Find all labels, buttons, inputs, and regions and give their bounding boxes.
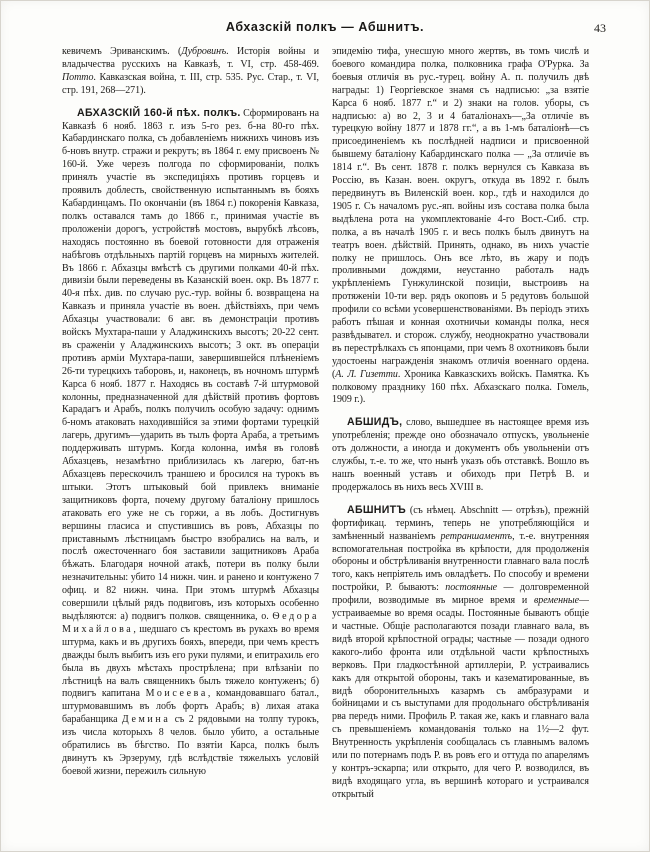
text-run: , командовавшаго батал., штурмовавшимъ въ лобъ фортъ Арабъ; в) лихая атака барабанщика — [62, 688, 319, 726]
page-header — [62, 20, 606, 38]
continuation-paragraph — [332, 46, 589, 407]
text-run: — долговременной профили, возводимые въ мирное время и — [332, 582, 589, 607]
text-run: АБШИДЪ, — [347, 416, 403, 429]
text-run: Сформированъ на Кавказѣ 6 нояб. 1863 г. изъ 5-го рез. б-на 80-го пѣх. Кабардинскаго полка, съ добавленіемъ нижнихъ чиновъ изъ б-новъ внутр. стражи и рекрутъ; въ 1864 г. ему присвоенъ № 160-й. Уже черезъ полгода по сформированіи, полкъ принялъ участіе въ экспедиціяхъ противъ горцевъ и проявилъ доблесть, свойственную испытаннымъ въ бояхъ Кабардинцамъ. По окончаніи (въ 1864 г.) покоренія Кавказа, полкъ оставался тамъ до 1866 г., принимая участіе въ проложеніи дорогъ, устройствѣ мостовъ, вырубкѣ лѣсовъ, находясь постоянно въ боевой готовности для отраженія набѣговъ отдѣльныхъ партій горцевъ на мирныхъ жителей. Въ 1866 г. Абхазцы вмѣстѣ съ другими полками 40-й пѣх. дивизіи были переведены въ Казанскій воен. окр. Въ 1877 г. 40-я пѣх. див. по случаю рус.-тур. войны б. возвращена на Кавказъ и приняла участіе въ воен. дѣйствіяхъ, при чемъ Абхазцы участвовали: 6 авг. въ демонстраціи противъ войскъ Мухтара-паши у Аладжинскихъ высотъ; 20-22 сент. въ сраженіи у Аладжинскихъ высотъ; 3 окт. въ операціи противъ арміи Мухтара-паши, завершившейся плѣненіемъ 26-ти турецкихъ таборовъ, и, наконецъ, въ ночномъ штурмѣ Карса 6 нояб. 1877 г. Находясь въ составѣ 7-й штурмовой колонны, предназначенной для дѣйствій противъ фортовъ Карадагъ и Арабъ, полкъ получилъ особую задачу: однимъ б-номъ атаковать находившійся за этими фортами турецкій лагерь, другимъ—ударить въ тылъ форта Араба, а третьимъ поддерживать штурмъ. Когда колонна, имѣя въ головѣ Абхазцевъ, незамѣтно приблизилась къ лагерю, бат-нъ Абхазцевъ перескочилъ траншею и бросился на турокъ въ штыки. Этотъ штыковый бой привлекъ вниманіе защитниковъ форта, почему другому баталіону пришлось атаковать его уже не съ горжи, а въ лобъ. Достигнувъ вершины гласиса и спустившись въ ровъ, Абхазцы по приставнымъ лѣстницамъ быстро взобрались на валъ, и послѣ ожесточеннаго боя заставили защитниковъ Араба бѣжать. Благодаря ночной атакѣ, потери въ полку были незначительны: убито 14 нижн. чин. и ранено и контужено 7 офиц. и 82 нижн. чина. При этомъ штурмѣ Абхазцы совершили цѣлый рядъ подвиговъ, изъ которыхъ особенно выдѣляются: а) подвигъ полков. священника, о. — [62, 107, 319, 622]
text-run: Потто — [62, 71, 94, 83]
left-column — [62, 46, 319, 808]
text-run: временные — [534, 595, 580, 607]
text-run: . Хроника Кавказскихъ войскъ. Памятка. Къ полковому празднику 160 пѣх. Абхазскаго полка. Гомель, 1909 г.). — [332, 368, 589, 406]
article-paragraph — [332, 416, 589, 494]
text-run: А. Л. Гизетти — [335, 368, 398, 380]
text-run: Демина — [121, 714, 171, 726]
text-run: , шедшаго съ крестомъ въ рукахъ во время штурма, какъ и въ другихъ бояхъ, впереди, при чемъ крестъ дважды былъ выбитъ изъ его руки пулями, и епитрахиль его была въ двухъ мѣстахъ прострѣлена; при влѣзаніи по лѣстницѣ на валъ священникъ былъ тяжело контуженъ; б) подвигъ капитана — [62, 623, 319, 700]
text-run: кевичемъ Эриванскимъ. ( — [62, 46, 182, 57]
right-column — [332, 46, 589, 808]
text-run: эпидемію тифа, унесшую много жертвъ, въ томъ числѣ и боевого командира полка, полковника графа О'Рурка. За боевыя отличія въ рус.-турец. войну А. п. получилъ двѣ награды: 1) Георгіевское знамя съ надписью: „за взятіе Карса 6 нояб. 1877 г.“ и 2) знаки на голов. уборы, съ надписью: а) во 2, 3 и 4 баталіонахъ—„За отличіе въ турецкую войну 1877 и 1878 гг.“, а въ 1-мъ баталіонѣ—съ присоединеніемъ къ послѣдней надписи и присвоенной бывшему баталіону Кабардинскаго полка — „За отличіе въ 1814 г.“. Въ сент. 1878 г. полкъ вернулся съ Кавказа въ Россію, въ Казан. воен. округъ, откуда въ 1892 г. былъ передвинутъ въ Виленскій воен. кор., гдѣ и находился до 1905 г. Съ началомъ рус.-яп. войны изъ состава полка была выдѣлена рота на укомплектованіе 4-го Вост.-Сиб. стр. полка, а въ началѣ 1905 г. и весь полкъ былъ двинутъ на театръ воен. дѣйствій. Принять, однако, въ нихъ участіе полку не пришлось. Онъ все лѣто, въ жару и подъ проливными дождями, неустанно работалъ надъ укрѣпленіемъ Гунжулинской позиціи, выстроивъ на протяженіи 10-ти вер. рядъ окоповъ и 5 редутовъ большой профили со всѣми усовершенствованіями. Въ періодъ этихъ работъ пѣшая и конная охотничьи команды полка, неся развѣдывател. и сторож. службу, неоднократно участвовали въ перестрѣлкахъ съ японцами, при чемъ 8 охотниковъ были удостоены награжденія знакомъ отличія военнаго ордена. ( — [332, 46, 589, 380]
text-run: АБХАЗСКІЙ 160-й пѣх. полкъ. — [77, 106, 241, 119]
text-columns — [62, 46, 589, 808]
text-run: ретраншаментъ — [440, 530, 513, 542]
article-paragraph — [332, 504, 589, 802]
page-number: 43 — [594, 21, 606, 35]
text-run: Моисеева — [145, 688, 208, 700]
text-run: . Кавказская война, т. III, стр. 535. Рус. Стар., т. VI, стр. 191, 268—271). — [62, 71, 319, 96]
text-run: слово, вышедшее въ настоящее время изъ употребленія; прежде оно обозначало отпускъ, увольненіе отъ должности, а иногда и документъ объ увольненіи отъ службы, т.-е. то же, что нынѣ указъ объ отставкѣ. Вошло въ нашъ военный уставъ и обиходъ при Петрѣ В. и продержалось въ нихъ весь XVIII в. — [332, 417, 589, 493]
article-paragraph — [62, 107, 319, 779]
text-run: АБШНИТЪ — [347, 503, 406, 516]
continuation-paragraph — [62, 46, 319, 98]
text-run: , т.-е. внутренняя вспомогательная постройка въ крѣпости, для продолженія обороны и обстрѣливанія внутренности главнаго вала послѣ того, какъ непріятель имъ овладѣетъ. По способу и времени постройки, Р. бываютъ: — [332, 530, 589, 594]
text-run: Ѳедора Михайлова — [62, 610, 319, 635]
running-title: Абхазскій полкъ — Абшнитъ. — [225, 20, 425, 34]
text-run: (съ нѣмец. Abschnitt — отрѣзъ), прежній фортификац. терминъ, теперь не употребляющійся и замѣненный названіемъ — [332, 504, 589, 542]
text-run: съ 2 рядовыми на толпу турокъ, изъ числа которыхъ 8 челов. было убито, а остальные обратились въ бѣгство. По взятіи Карса, полкъ былъ двинутъ къ Эрзеруму, гдѣ вслѣдствіе тяжелыхъ условій боевой жизни, пережилъ сильную — [62, 714, 319, 777]
text-run: постоянные — [445, 582, 498, 594]
text-run: Дубровинъ — [181, 46, 227, 57]
text-run: —устраиваемые во время осады. Постоянные бываютъ общіе и частные. Общіе располагаются позади главнаго вала, въ видѣ второй крѣпостной ограды; частные — позади одного какого-либо фронта или отдѣльной части крѣпостныхъ верковъ. При гладкостѣнной артиллеріи, Р. устраивались какъ для открытой обороны, такъ и казематированные, въ видѣ оборонительныхъ казармъ съ амбразурами и бойницами и съ выступами для продольнаго обстрѣливанія рва передъ ними. Профиль Р. такая же, какъ и главнаго вала съ превышеніемъ командованія только на 1½—2 фут. Внутренность укрѣпленія сообщалась съ главнымъ валомъ или по потернамъ подъ Р. въ ровъ его и оттуда по апарелямъ у контръ-эскарпа; или открыто, для чего Р. возводился, въ видѣ входящаго угла, въ вершинѣ котораго и устраивался открытый — [332, 595, 589, 800]
text-run: . Исторія войны и владычества русскихъ на Кавказѣ, т. VI, стр. 458-469. — [62, 46, 319, 70]
